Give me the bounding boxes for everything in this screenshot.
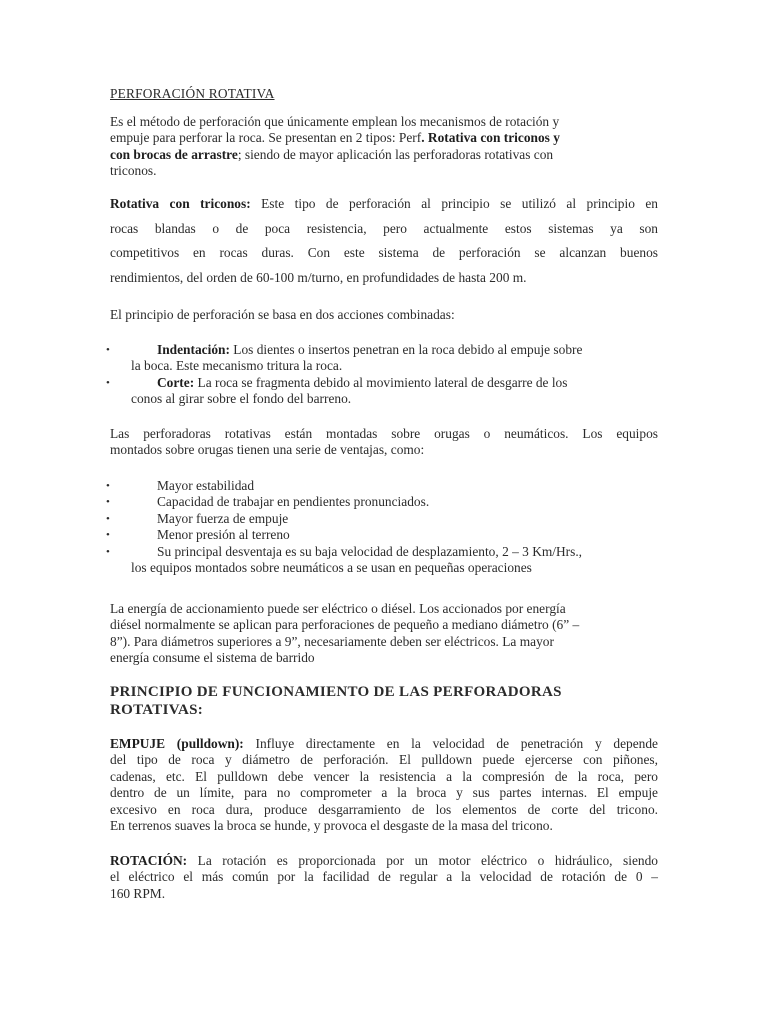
bullet-icon: • (106, 480, 110, 492)
list-item-text: Su principal desventaja es su baja velocidad de desplazamiento, 2 – 3 Km/Hrs., (157, 543, 583, 559)
list-item-label: Indentación: (157, 342, 230, 357)
empuje-paragraph (110, 736, 658, 834)
bullet-icon: • (106, 344, 110, 356)
advantages-list (106, 478, 666, 576)
empuje-text: Influye directamente en la velocidad de penetración y depende (243, 736, 658, 751)
list-item (106, 527, 666, 543)
triconos-line (110, 192, 658, 217)
bullet-icon: • (106, 496, 110, 509)
empuje-line: excesivo en roca dura, produce desgarramiento de los elementos de corte del tricono. (110, 801, 658, 817)
rotacion-line: 160 RPM. (110, 885, 166, 901)
mounting-line: montados sobre orugas tienen una serie de ventajas, como: (110, 442, 425, 458)
rotacion-text: La rotación es proporcionada por un motor eléctrico o hidráulico, siendo (187, 853, 658, 868)
rotacion-line (110, 853, 658, 869)
list-item (106, 494, 666, 510)
list-item-text: Menor presión al terreno (157, 527, 290, 543)
energy-line: La energía de accionamiento puede ser eléctrico o diésel. Los accionados por energía (110, 601, 566, 616)
intro-line: triconos. (110, 163, 157, 179)
rotacion-label: ROTACIÓN: (110, 853, 188, 868)
energy-line: 8”). Para diámetros superiores a 9”, necesariamente deben ser eléctricos. La mayor (110, 633, 554, 649)
empuje-line: cadenas, etc. El pulldown debe vencer la resistencia a la compresión de la roca, pero (110, 768, 658, 784)
list-item (106, 375, 666, 408)
empuje-line: dentro de un límite, para no comprometer a la broca y sus partes internas. El empuje (110, 785, 658, 801)
intro-paragraph (110, 114, 658, 180)
list-item-label: Corte: (157, 374, 195, 390)
list-item (106, 544, 666, 577)
list-item-continuation: conos al girar sobre el fondo del barreno. (131, 391, 352, 407)
list-item-continuation: los equipos montados sobre neumáticos a se usan en pequeñas operaciones (131, 559, 532, 575)
list-item-line (106, 342, 666, 358)
bullet-icon: • (106, 529, 110, 542)
empuje-label: EMPUJE (pulldown): (110, 736, 244, 751)
intro-text: ; siendo de mayor aplicación las perforadoras rotativas con (237, 146, 554, 162)
page-title: PERFORACIÓN ROTATIVA (110, 86, 275, 101)
list-item-continuation: la boca. Este mecanismo tritura la roca. (131, 358, 343, 374)
principle-lead-text: El principio de perforación se basa en dos acciones combinadas: (110, 307, 455, 322)
section-heading-line: PRINCIPIO DE FUNCIONAMIENTO DE LAS PERFORADORAS (110, 684, 562, 700)
triconos-paragraph (110, 192, 658, 290)
triconos-label: Rotativa con triconos: (110, 196, 251, 211)
intro-line (110, 130, 658, 146)
bullet-icon: • (106, 545, 110, 558)
empuje-line: En terrenos suaves la broca se hunde, y provoca el desgaste de la masa del tricono. (110, 817, 553, 833)
list-item-text: Mayor fuerza de empuje (157, 510, 289, 526)
list-item-line (106, 375, 666, 391)
list-item (106, 478, 666, 494)
list-item-text: Capacidad de trabajar en pendientes pronunciados. (157, 494, 430, 510)
list-item-text: Mayor estabilidad (157, 478, 255, 493)
mounting-paragraph (110, 426, 658, 459)
bullet-icon: • (106, 376, 110, 389)
triconos-line: rocas blandas o de poca resistencia, pero actualmente estos sistemas ya son (110, 220, 658, 236)
bullet-icon: • (106, 512, 110, 525)
section-heading-line: ROTATIVAS: (110, 701, 204, 718)
actions-list (106, 342, 666, 408)
rotacion-paragraph (110, 853, 658, 902)
rotacion-line: el eléctrico el más común por la facilidad de regular a la velocidad de rotación de 0 – (110, 869, 658, 885)
energy-line: diésel normalmente se aplican para perforaciones de pequeño a mediano diámetro (6” – (110, 617, 580, 633)
list-item-text: Los dientes o insertos penetran en la roca debido al empuje sobre (229, 342, 583, 357)
triconos-line: rendimientos, del orden de 60-100 m/turno, en profundidades de hasta 200 m. (110, 269, 527, 285)
section-heading (110, 684, 610, 719)
energy-line: energía consume el sistema de barrido (110, 650, 315, 666)
energy-paragraph (110, 601, 658, 667)
intro-text: empuje para perforar la roca. Se presentan en 2 tipos: Perf (110, 130, 422, 146)
intro-bold-text: con brocas de arrastre (110, 146, 238, 162)
list-item (106, 342, 666, 375)
list-item (106, 511, 666, 527)
list-item-text: La roca se fragmenta debido al movimiento lateral de desgarre de los (194, 374, 568, 390)
principle-lead (110, 307, 658, 323)
intro-bold-text: . Rotativa con triconos y (421, 130, 560, 146)
intro-line (110, 147, 658, 163)
empuje-line: del tipo de roca y diámetro de perforación. El pulldown puede ejercerse con piñones, (110, 752, 658, 768)
triconos-text: Este tipo de perforación al principio se utilizó al principio en (250, 196, 658, 211)
empuje-line (110, 736, 658, 752)
triconos-line: competitivos en rocas duras. Con este sistema de perforación se alcanzan buenos (110, 245, 658, 260)
mounting-line: Las perforadoras rotativas están montadas sobre orugas o neumáticos. Los equipos (110, 426, 658, 441)
intro-line: Es el método de perforación que únicamente emplean los mecanismos de rotación y (110, 114, 560, 129)
